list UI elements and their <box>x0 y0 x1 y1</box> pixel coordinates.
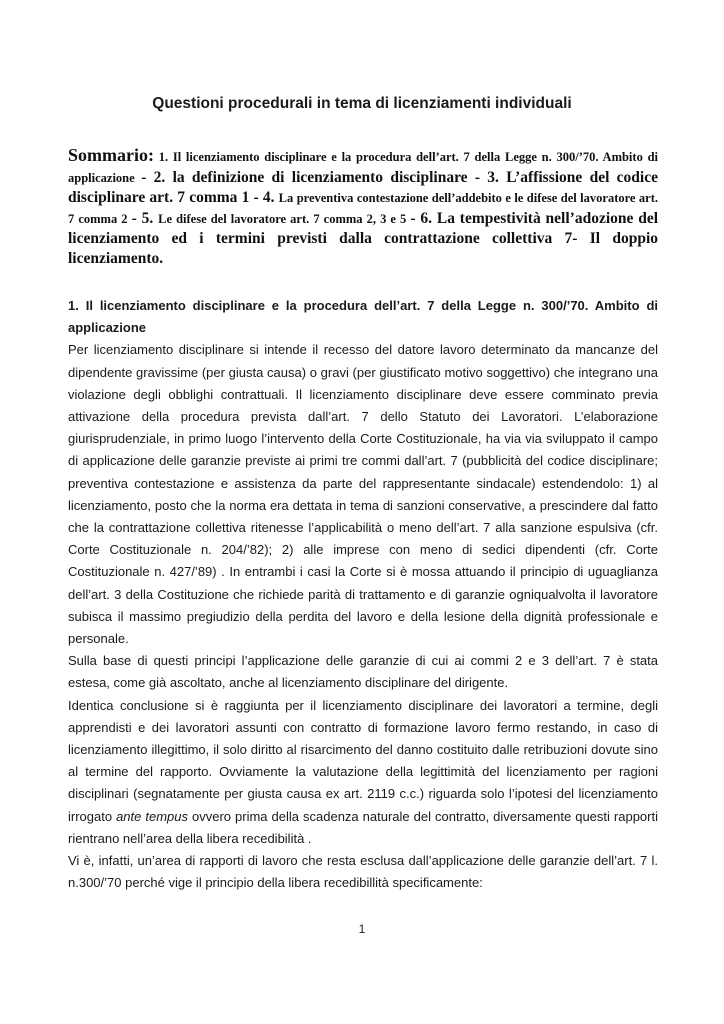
paragraph-1: Per licenziamento disciplinare si intende il recesso del datore lavoro determinato da mancanze del dipendente gravissime (per giusta causa) o gravi (per giustificato motivo soggettivo) che integrano una violazione degli obblighi contrattuali. Il licenziamento disciplinare deve essere comminato previa attivazione della procedura prevista dall’art. 7 dello Statuto dei Lavoratori. L’elaborazione giurisprudenziale, in primo luogo l’intervento della Corte Costituzionale, ha via via sviluppato il campo di applicazione delle garanzie previste ai primi tre commi dall’art. 7 (pubblicità del codice disciplinare; preventiva contestazione e assistenza da parte del rappresentante sindacale) estendendolo: 1) al licenziamento, posto che la norma era dettata in tema di sanzioni conservative, a prescindere dal fatto che la contrattazione collettiva ritenesse l’applicabilità o meno dell’art. 7 alla sanzione espulsiva (cfr. Corte Costituzionale n. 204/’82); 2) alle imprese con meno di sedici dipendenti (cfr. Corte Costituzionale n. 427/’89) . In entrambi i casi la Corte si è mossa attuando il principio di uguaglianza dell’art. 3 della Costituzione che richiede parità di trattamento e di garanzie ogniqualvolta il lavoratore subisca il massimo pregiudizio della perdita del lavoro e della lesione della dignità professionale e personale. <box>68 342 658 647</box>
summary-block <box>68 146 658 268</box>
summary-item-4-text: La preventiva contestazione dell’addebito e le difese del lavoratore art. 7 comma 2 <box>68 191 658 226</box>
paragraph-3-start: Identica conclusione si è raggiunta per il licenziamento disciplinare dei lavoratori a termine, degli apprendisti e dei lavoratori assunti con contratto di formazione lavoro fermo restando, in caso di licenziamento illegittimo, il solo diritto al risarcimento del danno costituito dalle retribuzioni dovute sino al termine del rapporto. Ovviamente la valutazione della legittimità del licenziamento per ragioni disciplinari (segnatamente per giusta causa ex art. 2119 c.c.) riguarda solo l’ipotesi del licenziamento irrogato <box>68 697 658 824</box>
page-number: 1 <box>358 922 366 936</box>
paragraph-3 <box>68 695 658 850</box>
section-1-heading: 1. Il licenziamento disciplinare e la procedura dell’art. 7 della Legge n. 300/’70. Ambito di applicazione <box>68 298 658 336</box>
summary-item-5-text: Le difese del lavoratore art. 7 comma 2, 3 e 5 <box>158 211 411 226</box>
section-1 <box>68 295 658 894</box>
summary-item-5-number: - 5. <box>131 209 159 227</box>
summary-item-1: 1. Il licenziamento disciplinare e la procedura dell’art. 7 della Legge n. 300/’70. Ambito di applicazione <box>68 150 658 185</box>
italic-phrase: ante tempus <box>116 808 189 824</box>
summary-item-2-3-4: - 2. la definizione di licenziamento disciplinare - 3. L’affissione del codice disciplinare art. 7 comma 1 - 4. <box>68 168 658 206</box>
summary-heading: Sommario: <box>68 145 154 165</box>
document-title: Questioni procedurali in tema di licenziamenti individuali <box>152 95 572 112</box>
summary-item-6-7: - 6. La tempestività nell’adozione del licenziamento ed i termini previsti dalla contrattazione collettiva 7- Il doppio licenziamento. <box>68 209 659 267</box>
paragraph-3-end: ovvero prima della scadenza naturale del contratto, diversamente questi rapporti rientrano nell’area della libera recedibilità . <box>68 808 658 846</box>
paragraph-4: Vi è, infatti, un’area di rapporti di lavoro che resta esclusa dall’applicazione delle garanzie dell’art. 7 l. n.300/’70 perché vige il principio della libera recedibillità specificamente: <box>68 853 658 891</box>
paragraph-2: Sulla base di questi principi l’applicazione delle garanzie di cui ai commi 2 e 3 dell’art. 7 è stata estesa, come già ascoltato, anche al licenziamento disciplinare del dirigente. <box>68 653 658 691</box>
